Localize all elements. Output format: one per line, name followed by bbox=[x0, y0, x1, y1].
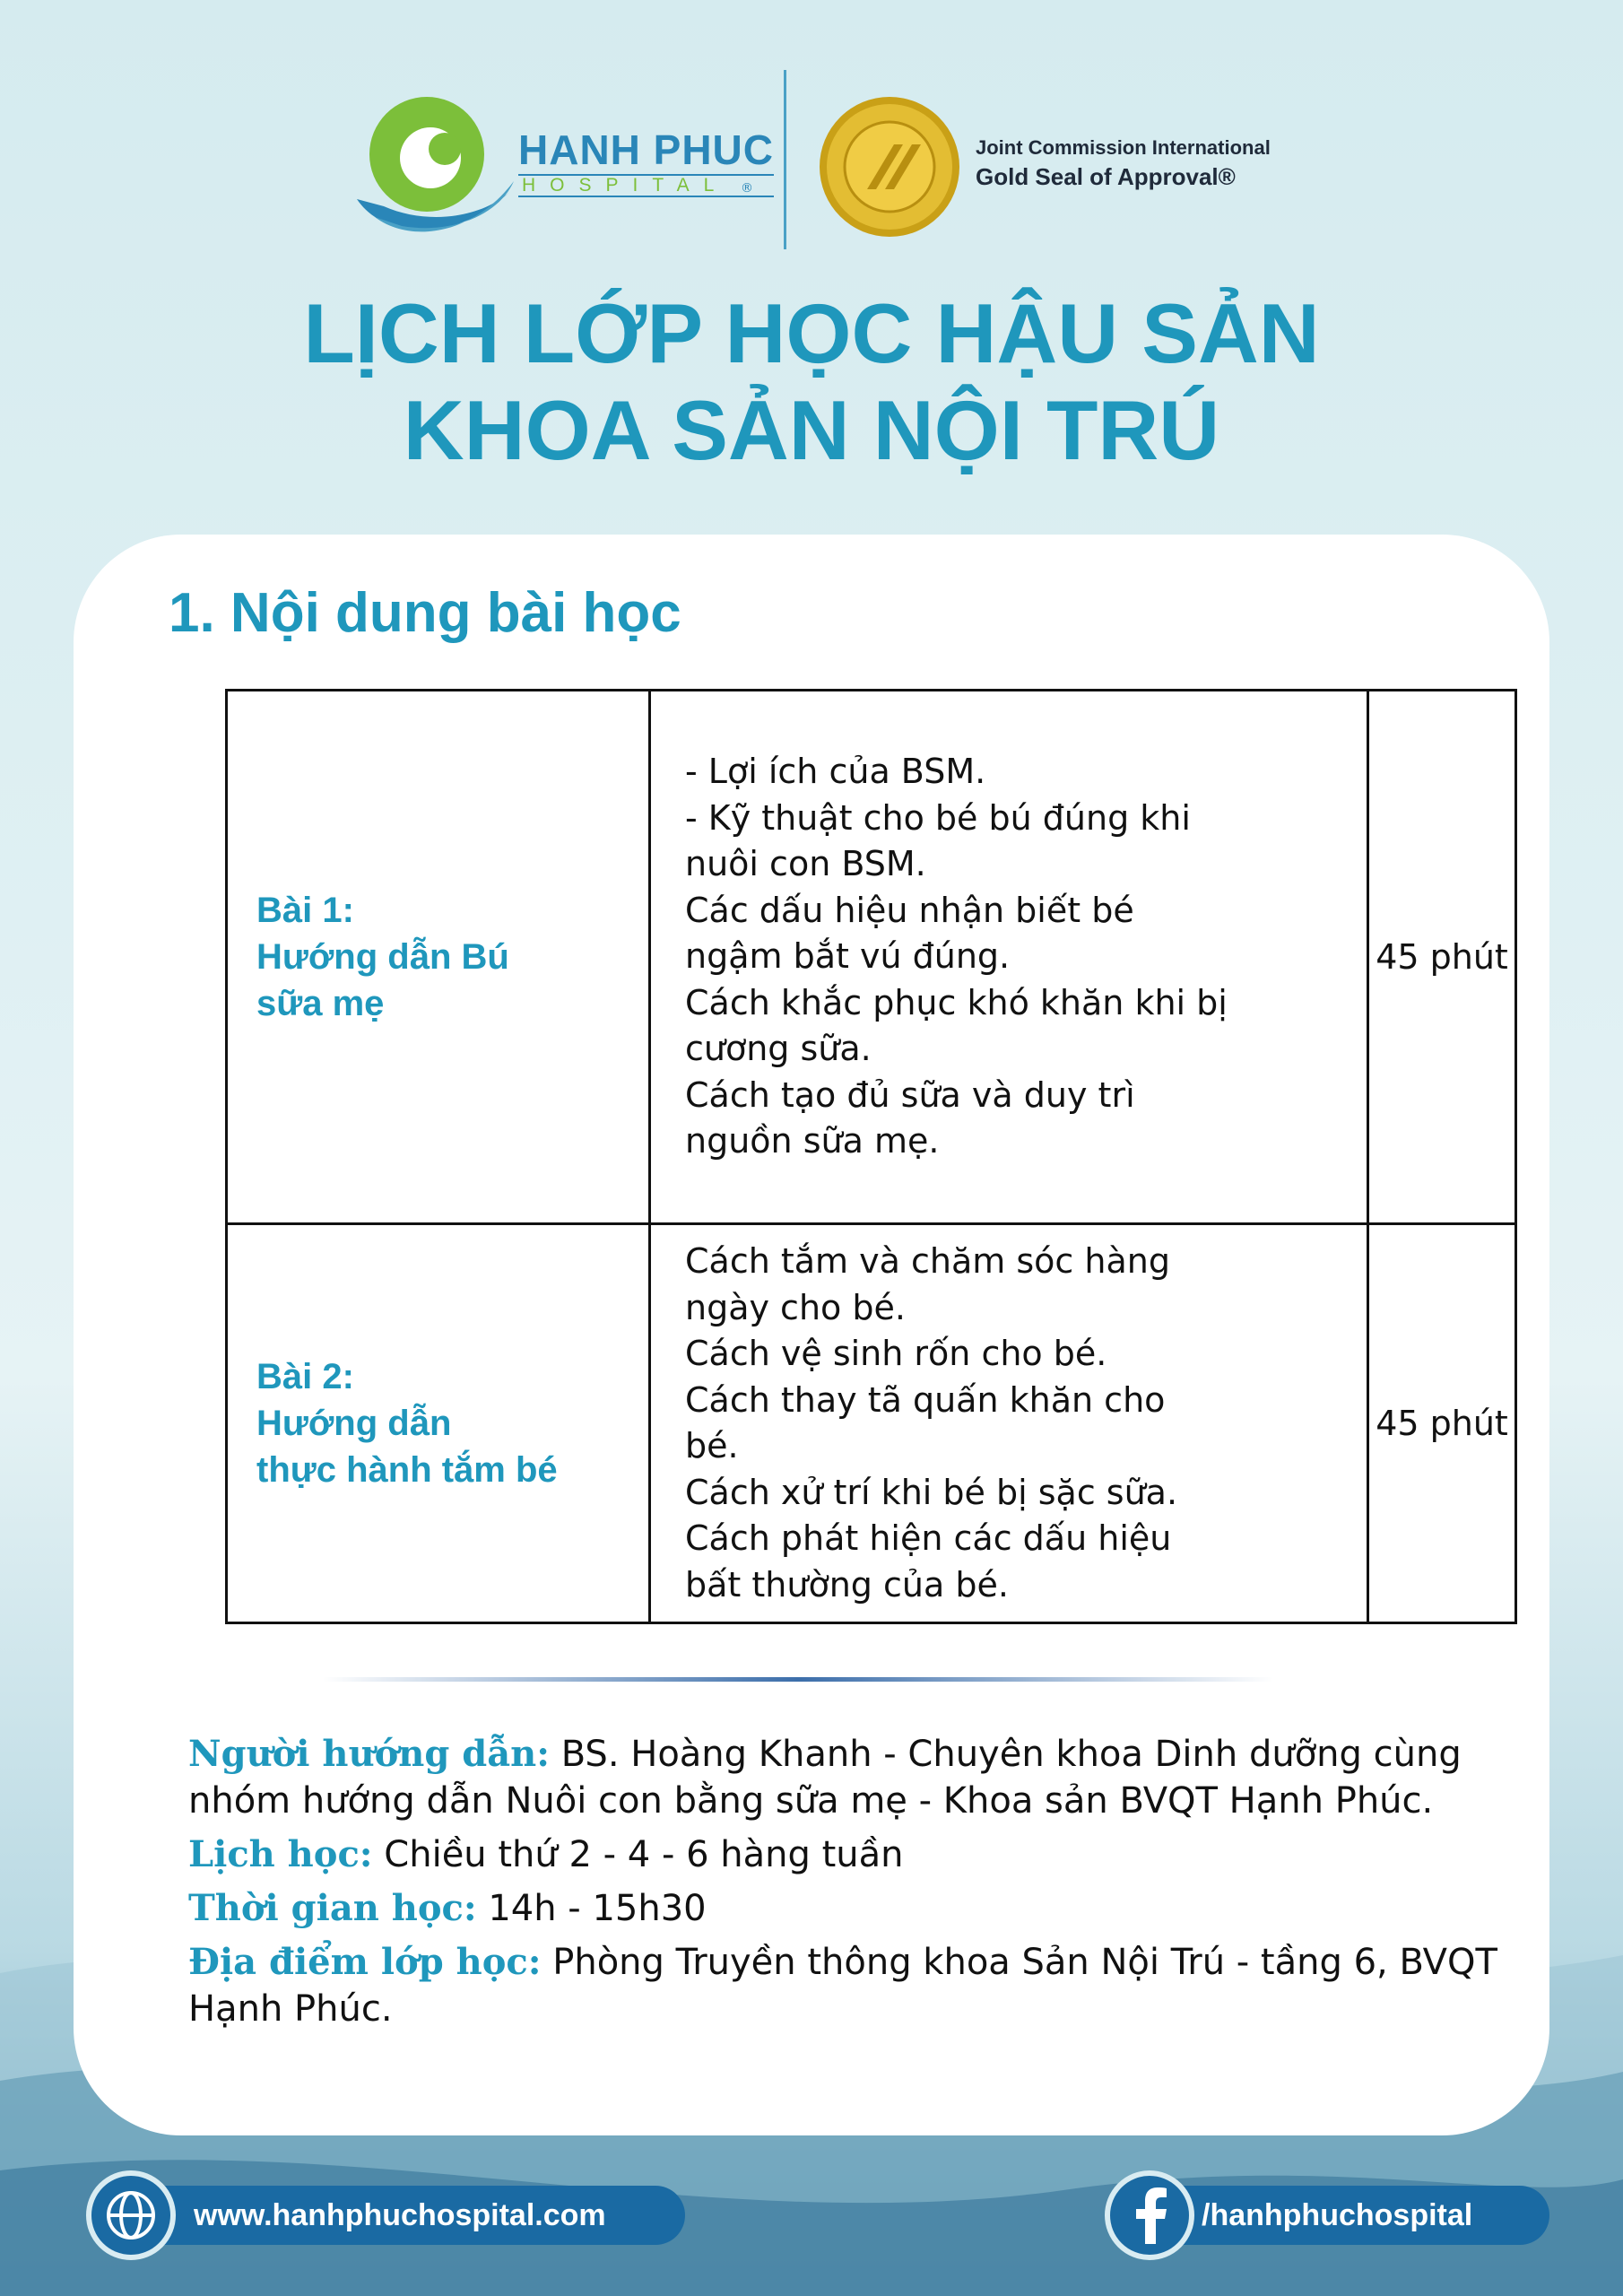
content-line: Cách xử trí khi bé bị sặc sữa. bbox=[685, 1472, 1178, 1512]
instructor-label: Người hướng dẫn: bbox=[188, 1733, 550, 1775]
header bbox=[0, 63, 1623, 260]
page-title-line2: KHOA SẢN NỘI TRÚ bbox=[403, 383, 1220, 477]
facebook-link[interactable] bbox=[1112, 2186, 1549, 2245]
content-line: Cách khắc phục khó khăn khi bị bbox=[685, 982, 1228, 1022]
lesson-title-line: sữa mẹ bbox=[256, 984, 385, 1023]
logo-wordmark bbox=[518, 126, 774, 197]
lesson-title-cell bbox=[227, 1224, 650, 1623]
table-row bbox=[227, 691, 1516, 1224]
content-line: Cách phát hiện các dấu hiệu bbox=[685, 1518, 1172, 1558]
content-line: bé. bbox=[685, 1426, 739, 1465]
lesson-content bbox=[685, 1239, 1331, 1608]
gold-seal-icon bbox=[818, 95, 961, 239]
lesson-content bbox=[685, 749, 1331, 1165]
lesson-title-line: Bài 1: bbox=[256, 891, 354, 930]
header-divider bbox=[784, 70, 786, 249]
lesson-content-cell bbox=[650, 1224, 1368, 1623]
logo-sub: HOSPITAL bbox=[518, 174, 774, 197]
globe-icon bbox=[86, 2170, 176, 2260]
lesson-duration: 45 phút bbox=[1368, 1224, 1516, 1623]
content-line: Cách tắm và chăm sóc hàng bbox=[685, 1241, 1170, 1281]
schedule-value: Chiều thứ 2 - 4 - 6 hàng tuần bbox=[384, 1834, 904, 1875]
class-info bbox=[188, 1731, 1497, 2032]
time-label: Thời gian học: bbox=[188, 1887, 477, 1929]
time-row bbox=[188, 1885, 1497, 1932]
content-line: Cách vệ sinh rốn cho bé. bbox=[685, 1334, 1107, 1373]
jci-text bbox=[976, 136, 1271, 191]
lessons-table bbox=[225, 689, 1517, 1624]
lesson-title-line: Hướng dẫn Bú bbox=[256, 937, 509, 977]
table-row bbox=[227, 1224, 1516, 1623]
content-line: Cách thay tã quấn khăn cho bbox=[685, 1379, 1166, 1420]
jci-line2: Gold Seal of Approval® bbox=[976, 163, 1236, 190]
facebook-text: /hanhphuchospital bbox=[1202, 2197, 1473, 2232]
hospital-logo-icon bbox=[348, 91, 518, 244]
facebook-icon bbox=[1105, 2170, 1194, 2260]
location-label: Địa điểm lớp học: bbox=[188, 1941, 542, 1983]
page-title-line1: LỊCH LỚP HỌC HẬU SẢN bbox=[303, 286, 1320, 380]
lesson-content-cell bbox=[650, 691, 1368, 1224]
content-line: - Kỹ thuật cho bé bú đúng khi bbox=[685, 797, 1191, 838]
content-line: nuôi con BSM. bbox=[685, 844, 926, 884]
lesson-title bbox=[256, 1353, 647, 1493]
website-text: www.hanhphuchospital.com bbox=[194, 2197, 606, 2232]
section-heading: 1. Nội dung bài học bbox=[169, 582, 681, 644]
lesson-title-cell bbox=[227, 691, 650, 1224]
time-value: 14h - 15h30 bbox=[488, 1888, 707, 1929]
divider bbox=[323, 1677, 1273, 1682]
lesson-title bbox=[256, 887, 647, 1027]
website-link[interactable] bbox=[93, 2186, 685, 2245]
content-line: Các dấu hiệu nhận biết bé bbox=[685, 890, 1134, 930]
lesson-duration: 45 phút bbox=[1368, 691, 1516, 1224]
instructor-row bbox=[188, 1731, 1497, 1824]
content-line: Cách tạo đủ sữa và duy trì bbox=[685, 1074, 1135, 1115]
jci-line1: Joint Commission International bbox=[976, 136, 1271, 159]
lesson-title-line: Hướng dẫn bbox=[256, 1404, 452, 1443]
instructor-value: BS. Hoàng Khanh - Chuyên khoa Dinh dưỡng cùng nhóm hướng dẫn Nuôi con bằng sữa mẹ - Khoa sản BVQT Hạnh Phúc. bbox=[188, 1734, 1462, 1822]
lesson-title-line: thực hành tắm bé bbox=[256, 1450, 558, 1490]
content-line: ngày cho bé. bbox=[685, 1287, 906, 1327]
location-row bbox=[188, 1939, 1497, 2032]
schedule-label: Lịch học: bbox=[188, 1833, 373, 1875]
content-line: nguồn sữa mẹ. bbox=[685, 1121, 940, 1161]
logo-name: HANH PHUC bbox=[518, 126, 774, 173]
location-value: Phòng Truyền thông khoa Sản Nội Trú - tầng 6, BVQT Hạnh Phúc. bbox=[188, 1942, 1497, 2030]
registered-mark: ® bbox=[741, 181, 753, 196]
content-line: bất thường của bé. bbox=[685, 1564, 1009, 1605]
schedule-row bbox=[188, 1831, 1497, 1878]
lesson-title-line: Bài 2: bbox=[256, 1357, 354, 1396]
content-line: - Lợi ích của BSM. bbox=[685, 752, 986, 792]
content-line: cương sữa. bbox=[685, 1029, 872, 1069]
content-line: ngậm bắt vú đúng. bbox=[685, 936, 1011, 977]
